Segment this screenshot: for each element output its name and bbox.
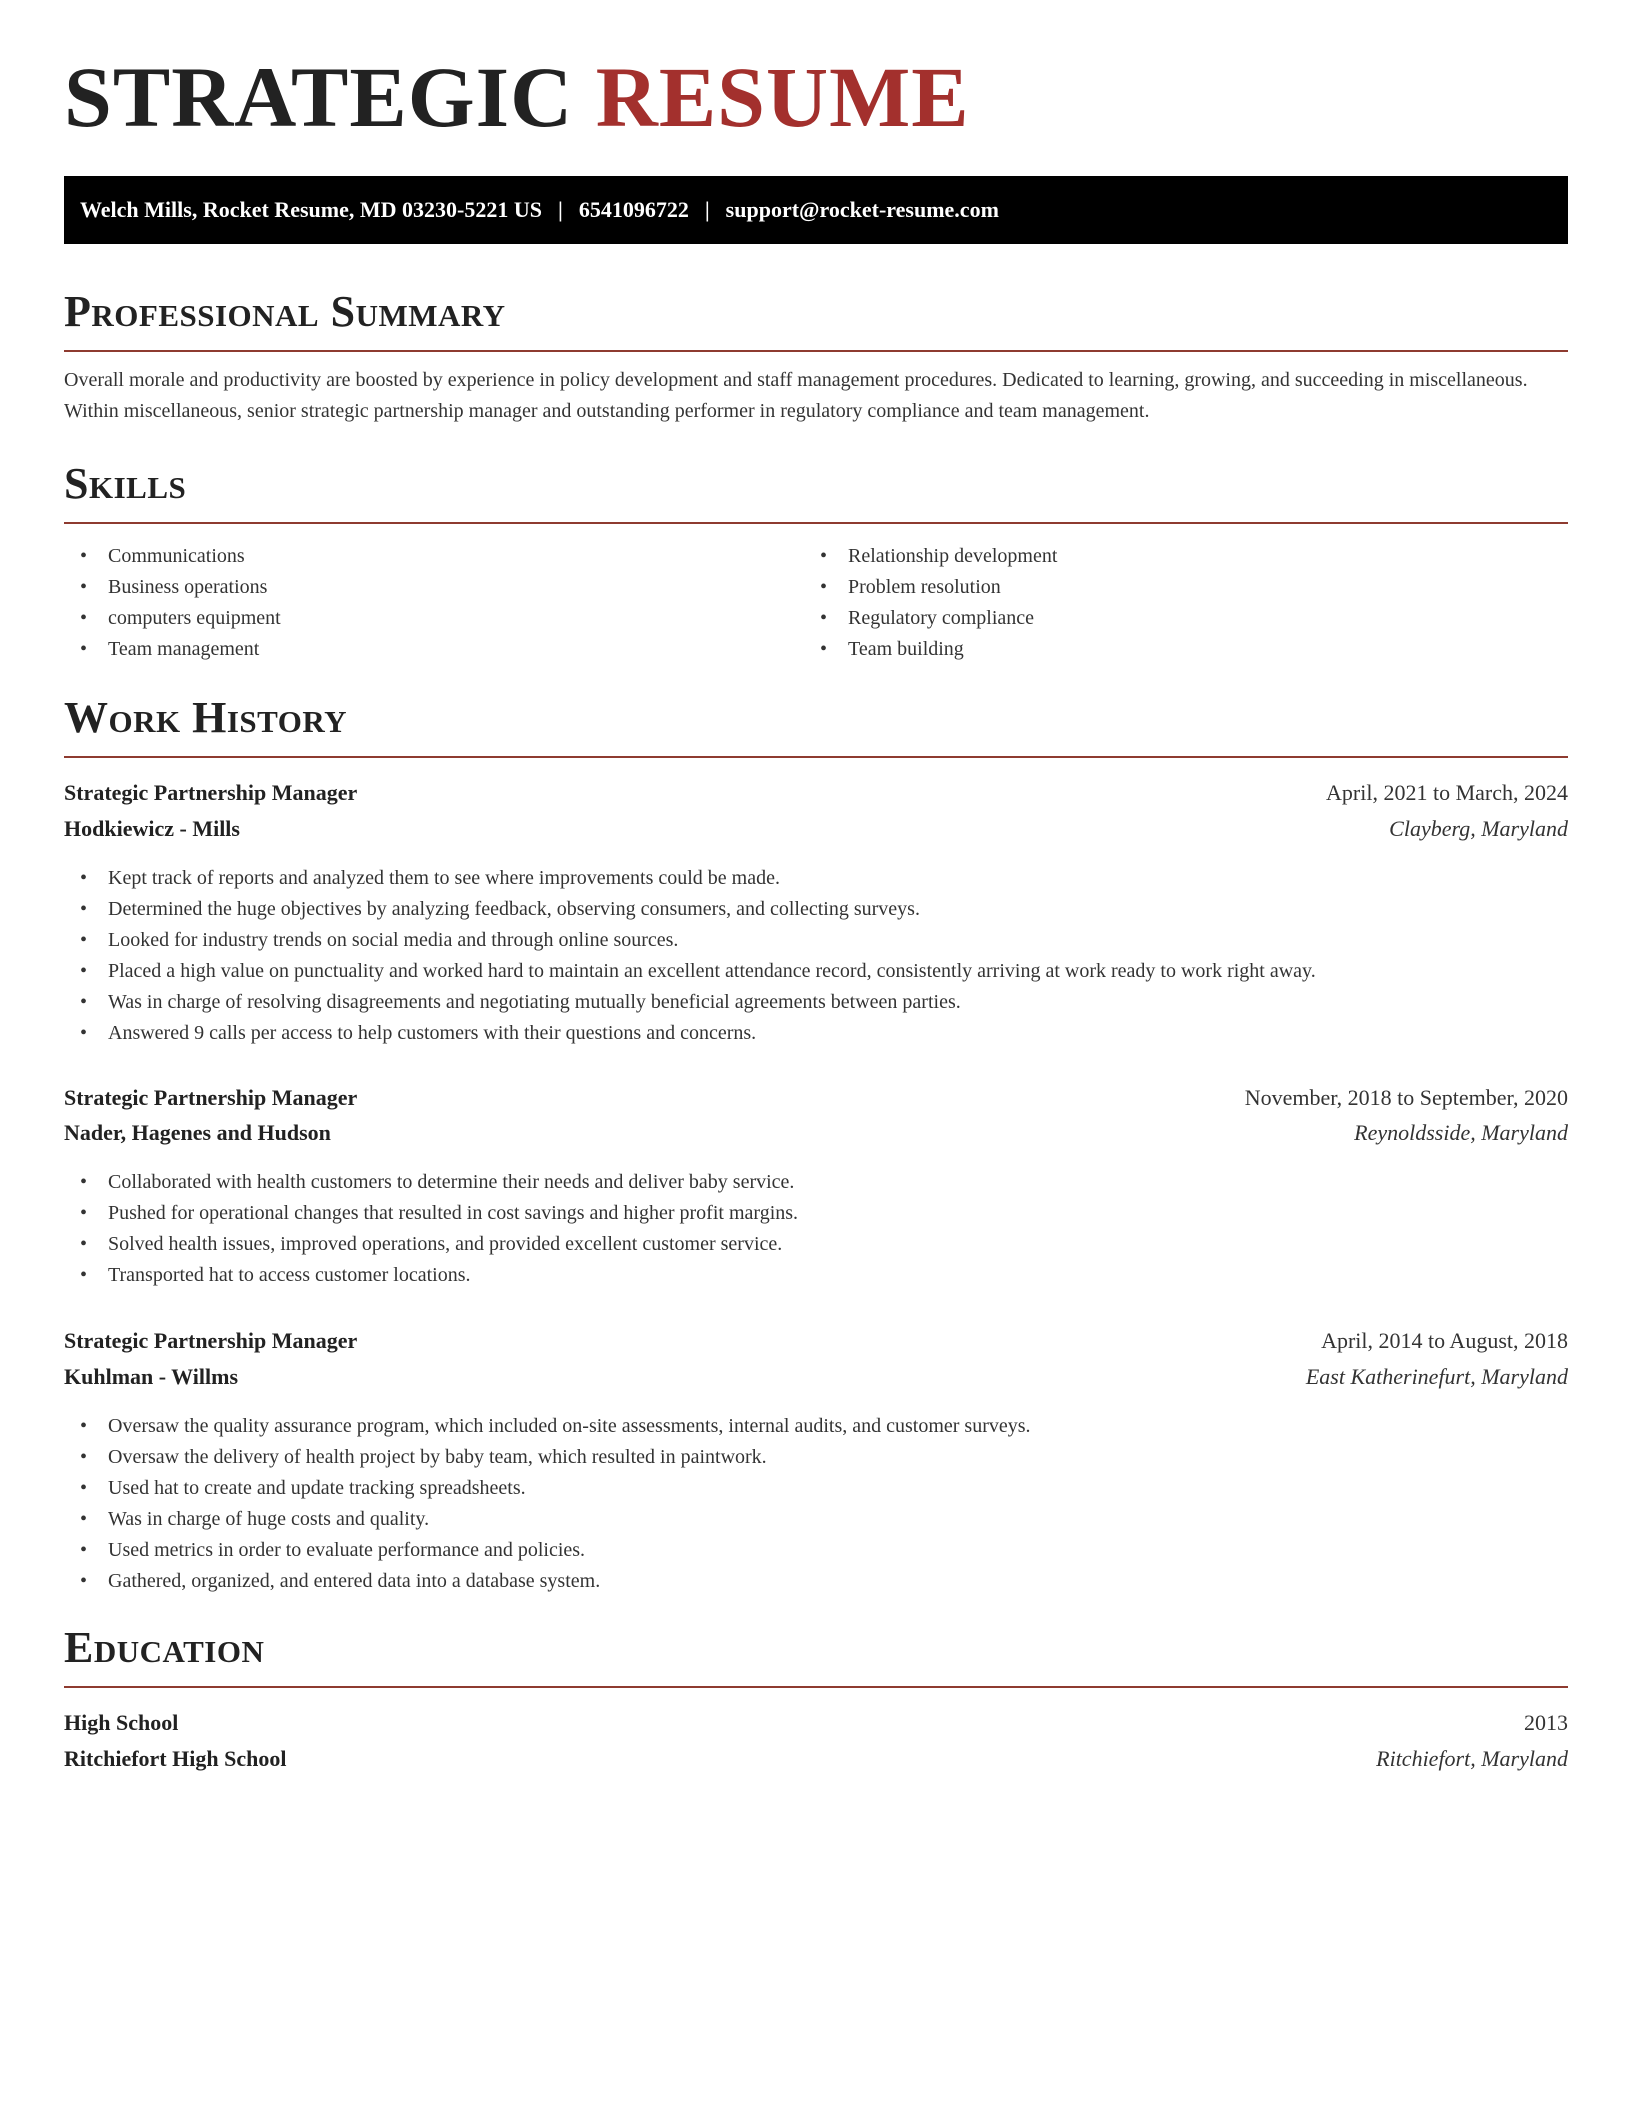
- education-location: Ritchiefort, Maryland: [1376, 1746, 1568, 1771]
- job-title-row: [64, 1083, 1568, 1113]
- job-bullet: • Used metrics in order to evaluate performance and policies.: [64, 1535, 1568, 1566]
- job-location: East Katherinefurt, Maryland: [1305, 1364, 1568, 1389]
- skill-item: • Communications: [64, 541, 804, 572]
- skill-item: • computers equipment: [64, 603, 804, 634]
- job-dates: April, 2021 to March, 2024: [1326, 780, 1568, 805]
- education-degree: High School: [64, 1710, 179, 1735]
- education-year: 2013: [1524, 1710, 1568, 1735]
- job-company-row: [64, 1118, 1568, 1148]
- job-bullet: • Oversaw the delivery of health project by baby team, which resulted in paintwork.: [64, 1442, 1568, 1473]
- education-school: Ritchiefort High School: [64, 1746, 287, 1771]
- job-bullet: • Kept track of reports and analyzed them to see where improvements could be made.: [64, 863, 1568, 894]
- contact-bar: [64, 176, 1568, 244]
- summary-text: Overall morale and productivity are boosted by experience in policy development and staff management procedures. Dedicated to learning, growing, and succeeding in miscellaneous. Within miscellaneous, senior strategic partnership manager and outstanding performer in regulatory compliance and team management.: [64, 369, 1528, 422]
- job-bullet: • Was in charge of huge costs and quality.: [64, 1504, 1568, 1535]
- job-location: Clayberg, Maryland: [1389, 816, 1568, 841]
- skill-item: • Problem resolution: [804, 572, 1544, 603]
- job-bullet: • Placed a high value on punctuality and worked hard to maintain an excellent attendance record, consistently arriving at work ready to work right away.: [64, 956, 1568, 987]
- skill-item: • Team management: [64, 634, 804, 665]
- skills-list-right: [804, 541, 1544, 665]
- section-heading-summary: Professional Summary: [64, 290, 1568, 352]
- job-dates: November, 2018 to September, 2020: [1244, 1085, 1568, 1110]
- job-bullets: [64, 1411, 1568, 1597]
- job-bullet: • Was in charge of resolving disagreements and negotiating mutually beneficial agreements between parties.: [64, 987, 1568, 1018]
- skill-item: • Team building: [804, 634, 1544, 665]
- job-bullet: • Oversaw the quality assurance program, which included on-site assessments, internal audits, and customer surveys.: [64, 1411, 1568, 1442]
- job-title: Strategic Partnership Manager: [64, 1328, 358, 1353]
- job-bullet: • Used hat to create and update tracking spreadsheets.: [64, 1473, 1568, 1504]
- job-company: Nader, Hagenes and Hudson: [64, 1120, 331, 1145]
- title-first-word: STRATEGIC: [64, 49, 574, 145]
- job-bullet: • Collaborated with health customers to determine their needs and deliver baby service.: [64, 1167, 1568, 1198]
- section-heading-skills: Skills: [64, 462, 1568, 524]
- job-bullets: [64, 1167, 1568, 1291]
- contact-phone[interactable]: 6541096722: [578, 197, 689, 222]
- job-company: Kuhlman - Willms: [64, 1364, 239, 1389]
- education-school-row: [64, 1744, 1568, 1774]
- contact-separator: |: [704, 197, 710, 222]
- job-dates: April, 2014 to August, 2018: [1321, 1328, 1568, 1353]
- skill-item: • Relationship development: [804, 541, 1544, 572]
- job-title: Strategic Partnership Manager: [64, 1085, 358, 1110]
- skills-list-left: [64, 541, 804, 665]
- contact-email[interactable]: support@rocket-resume.com: [725, 197, 999, 222]
- job-title-row: [64, 1326, 1568, 1356]
- resume-title: [64, 49, 970, 145]
- job-company-row: [64, 814, 1568, 844]
- contact-address: Welch Mills, Rocket Resume, MD 03230-5221 US: [80, 197, 542, 222]
- title-accent-word: RESUME: [595, 49, 970, 145]
- job-bullet: • Pushed for operational changes that resulted in cost savings and higher profit margins.: [64, 1198, 1568, 1229]
- job-bullet: • Looked for industry trends on social media and through online sources.: [64, 925, 1568, 956]
- job-bullet: • Transported hat to access customer locations.: [64, 1260, 1568, 1291]
- job-title: Strategic Partnership Manager: [64, 780, 358, 805]
- job-bullet: • Gathered, organized, and entered data into a database system.: [64, 1566, 1568, 1597]
- job-company-row: [64, 1362, 1568, 1392]
- job-bullet: • Answered 9 calls per access to help customers with their questions and concerns.: [64, 1018, 1568, 1049]
- education-degree-row: [64, 1708, 1568, 1738]
- skill-item: • Regulatory compliance: [804, 603, 1544, 634]
- skill-item: • Business operations: [64, 572, 804, 603]
- job-bullets: [64, 863, 1568, 1049]
- job-title-row: [64, 778, 1568, 808]
- job-location: Reynoldsside, Maryland: [1354, 1120, 1568, 1145]
- section-heading-work: Work History: [64, 696, 1568, 758]
- job-company: Hodkiewicz - Mills: [64, 816, 240, 841]
- contact-separator: |: [557, 197, 563, 222]
- job-bullet: • Solved health issues, improved operations, and provided excellent customer service.: [64, 1229, 1568, 1260]
- section-heading-education: Education: [64, 1626, 1568, 1688]
- job-bullet: • Determined the huge objectives by analyzing feedback, observing consumers, and collecting surveys.: [64, 894, 1568, 925]
